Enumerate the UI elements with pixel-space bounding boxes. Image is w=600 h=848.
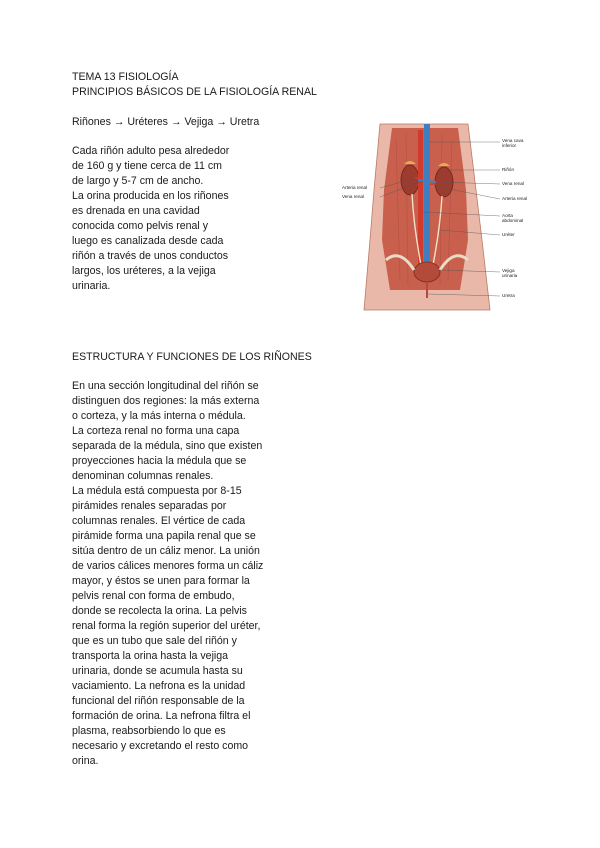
body-line: En una sección longitudinal del riñón se: [72, 380, 259, 392]
body-line: pelvis renal con forma de embudo,: [72, 590, 235, 602]
urinary-system-illustration: [340, 120, 540, 315]
intro-line: La orina producida en los riñones: [72, 190, 229, 202]
label-kidney: Riñón: [502, 167, 515, 172]
body-line: necesario y excretando el resto como: [72, 740, 249, 752]
body-line: pirámide forma una papila renal que se: [72, 530, 256, 542]
body-line: columnas renales. El vértice de cada: [72, 515, 246, 527]
body-line: sitúa dentro de un cáliz menor. La unión: [72, 545, 260, 557]
intro-line: urinaria.: [72, 280, 111, 292]
body-line: renal forma la región superior del uréter,: [72, 620, 261, 632]
label-vena-cava: Vena cava: [502, 138, 524, 143]
body-line: de varios cálices menores forma un cáliz: [72, 560, 264, 572]
label-renal-vein-left: Vena renal: [342, 194, 364, 199]
label-renal-artery-right: Arteria renal: [502, 196, 528, 201]
body-line: mayor, y éstos se unen para formar la: [72, 575, 250, 587]
body-line: que es un tubo que sale del riñón y: [72, 635, 237, 647]
body-line: distinguen dos regiones: la más externa: [72, 395, 260, 407]
intro-line: largos, los uréteres, a la vejiga: [72, 265, 216, 277]
intro-line: es drenada en una cavidad: [72, 205, 200, 217]
body-line: La corteza renal no forma una capa: [72, 425, 240, 437]
intro-line: de 160 g y tiene cerca de 11 cm: [72, 160, 222, 172]
bladder: [414, 262, 440, 282]
label-urethra: Uretra: [502, 293, 515, 298]
label-renal-vein-right: Vena renal: [502, 181, 524, 186]
body-line: orina.: [72, 755, 99, 767]
label-renal-artery-left: Arteria renal: [342, 185, 368, 190]
body-line: o corteza, y la más interna o médula.: [72, 410, 246, 422]
label-bladder: Vejiga: [502, 268, 515, 273]
intro-line: de largo y 5-7 cm de ancho.: [72, 175, 204, 187]
body-line: donde se recolecta la orina. La pelvis: [72, 605, 247, 617]
intro-line: luego es canalizada desde cada: [72, 235, 224, 247]
body-line: separada de la médula, sino que existen: [72, 440, 263, 452]
left-kidney: [401, 165, 419, 195]
label-ureter: Uréter: [502, 232, 515, 237]
intro-line: conocida como pelvis renal y: [72, 220, 209, 232]
body-line: vaciamiento. La nefrona es la unidad: [72, 680, 246, 692]
label-aorta: Aorta: [502, 213, 513, 218]
body-line: urinaria, donde se acumula hasta su: [72, 665, 243, 677]
body-line: plasma, reabsorbiendo lo que es: [72, 725, 226, 737]
topic-title: TEMA 13 FISIOLOGÍA: [72, 71, 179, 83]
anatomy-figure-svg: [340, 120, 540, 315]
body-line: transporta la orina hasta la vejiga: [72, 650, 229, 662]
body-line: proyecciones hacia la médula que se: [72, 455, 247, 467]
vena-cava: [424, 124, 430, 274]
label-vena-cava-inferior: inferior: [502, 143, 517, 148]
label-bladder-urinaria: urinaria: [502, 273, 518, 278]
urinary-flow-line: Riñones → Uréteres → Vejiga → Uretra: [72, 116, 260, 128]
body-line: formación de orina. La nefrona filtra el: [72, 710, 251, 722]
body-line: denominan columnas renales.: [72, 470, 214, 482]
body-line: pirámides renales separadas por: [72, 500, 227, 512]
intro-line: riñón a través de unos conductos: [72, 250, 229, 262]
body-line: La médula está compuesta por 8-15: [72, 485, 242, 497]
intro-line: Cada riñón adulto pesa alrededor: [72, 145, 230, 157]
body-line: funcional del riñón responsable de la: [72, 695, 245, 707]
page-title: PRINCIPIOS BÁSICOS DE LA FISIOLOGÍA RENAL: [72, 86, 317, 98]
label-aorta-abdominal: abdominal: [502, 218, 524, 223]
section-title: ESTRUCTURA Y FUNCIONES DE LOS RIÑONES: [72, 351, 312, 363]
